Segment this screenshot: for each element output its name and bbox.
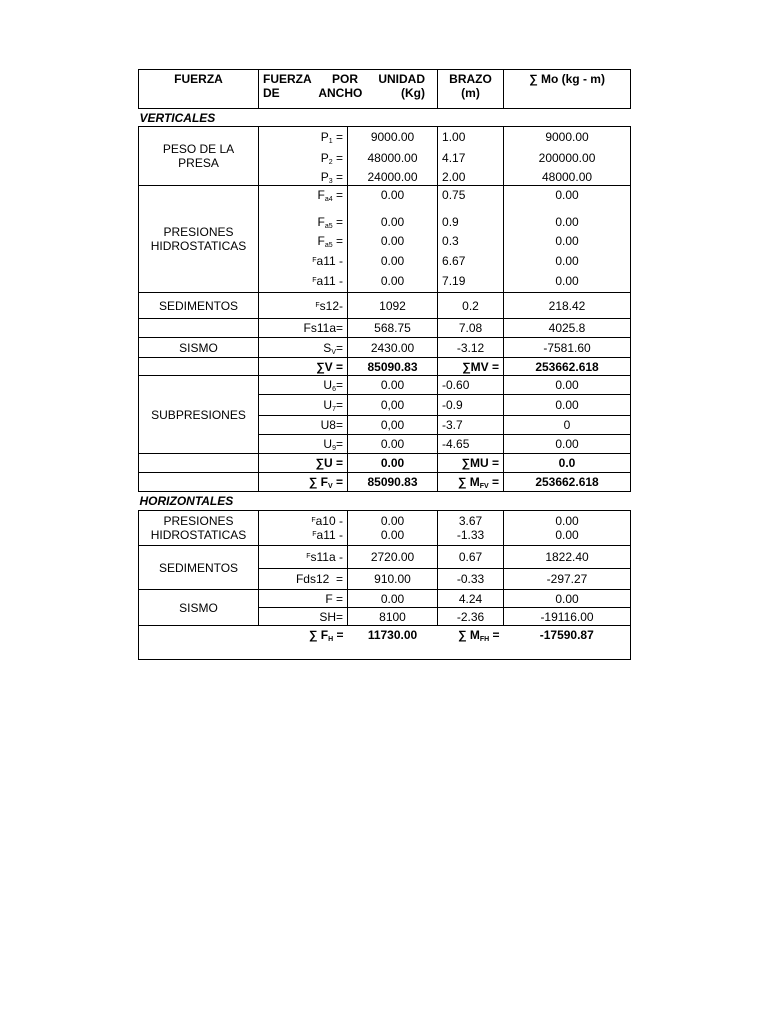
arm-cell: -0.60 (438, 376, 504, 395)
moment-value: 0.00 (555, 514, 579, 528)
force-table (138, 69, 631, 660)
sum-row-fh (139, 626, 631, 660)
moment-cell: 0.00 (504, 204, 631, 231)
symbol-cell: $U_9=$ (259, 435, 348, 454)
symbol-cell: $^F$a10 - $^F$a11 - (259, 511, 348, 546)
force-cell: 0,00 (348, 395, 438, 416)
symbol-cell: $P_1$ = (259, 127, 348, 147)
empty-cell (139, 454, 259, 473)
table-row (139, 376, 631, 395)
symbol-cell: $F_{a5}$ = (259, 204, 348, 231)
force-cell: 1092 (348, 293, 438, 319)
sum-row-u (139, 454, 631, 473)
table-row (139, 186, 631, 204)
empty-cell (139, 626, 259, 660)
header-brazo-line1: BRAZO (449, 72, 492, 86)
sum-moment-label: ∑MV = (438, 358, 504, 376)
force-cell: 0.00 (348, 251, 438, 271)
force-cell: 0.00 (348, 204, 438, 231)
symbol-cell: $P_2$ = (259, 147, 348, 169)
arm-cell: 1.00 (438, 127, 504, 147)
force-cell: 0.00 (348, 186, 438, 204)
moment-cell: 0 (504, 416, 631, 435)
section-row-horizontales (139, 492, 631, 511)
arm-cell: -3.12 (438, 338, 504, 358)
moment-cell: -297.27 (504, 569, 631, 590)
sum-moment-value: 253662.618 (504, 358, 631, 376)
sum-moment-label: ∑MU = (438, 454, 504, 473)
force-cell: 0.00 (348, 590, 438, 608)
moment-cell: -7581.60 (504, 338, 631, 358)
section-row-verticales (139, 109, 631, 127)
table-row (139, 127, 631, 147)
group-peso (139, 127, 259, 186)
symbol-cell: Fs11a= (259, 319, 348, 338)
group-label: PRESIONES (163, 225, 234, 239)
force-cell: 8100 (348, 608, 438, 626)
moment-cell: 0.00 (504, 376, 631, 395)
force-table-sheet (138, 69, 630, 660)
force-cell (348, 511, 438, 546)
sum-moment-label: ∑ $M_{FV}$ = (438, 473, 504, 492)
moment-cell: 200000.00 (504, 147, 631, 169)
header-fuerza-unidad (259, 70, 438, 109)
header-momento: ∑ Mo (kg - m) (504, 70, 631, 109)
arm-cell: 6.67 (438, 251, 504, 271)
symbol-cell: $U_6=$ (259, 376, 348, 395)
moment-cell: 0.00 (504, 251, 631, 271)
sum-label: ∑U = (259, 454, 348, 473)
header-row (139, 70, 631, 109)
force-cell: 910.00 (348, 569, 438, 590)
symbol-cell: $U_7=$ (259, 395, 348, 416)
table-row (139, 293, 631, 319)
arm-cell: 4.17 (438, 147, 504, 169)
moment-cell: 0.00 (504, 590, 631, 608)
symbol-cell: SH= (259, 608, 348, 626)
group-subpresiones: SUBPRESIONES (139, 376, 259, 454)
table-row (139, 338, 631, 358)
sum-label: ∑ $F_V$ = (259, 473, 348, 492)
symbol-cell: $F_{a5}$ = (259, 231, 348, 251)
sum-value: 0.00 (348, 454, 438, 473)
force-value: 0.00 (380, 528, 405, 542)
moment-cell: 0.00 (504, 395, 631, 416)
force-cell: 48000.00 (348, 147, 438, 169)
force-cell: 568.75 (348, 319, 438, 338)
symbol-cell: Fds12 = (259, 569, 348, 590)
group-sismo-h: SISMO (139, 590, 259, 626)
group-label: PRESA (178, 156, 219, 170)
group-label: HIDROSTATICAS (150, 528, 247, 542)
section-horizontales: HORIZONTALES (139, 494, 234, 508)
moment-cell: 0.00 (504, 186, 631, 204)
arm-cell: -0.33 (438, 569, 504, 590)
arm-cell: 0.75 (438, 186, 504, 204)
force-cell: 2720.00 (348, 546, 438, 569)
group-presiones-h (139, 511, 259, 546)
force-cell: 0.00 (348, 435, 438, 454)
table-row (139, 590, 631, 608)
arm-cell: 0.2 (438, 293, 504, 319)
group-presiones-v (139, 186, 259, 293)
group-label: HIDROSTATICAS (150, 239, 247, 253)
sum-label: ∑V = (259, 358, 348, 376)
moment-cell: 1822.40 (504, 546, 631, 569)
group-label: PRESIONES (163, 514, 234, 528)
section-verticales: VERTICALES (139, 110, 216, 125)
arm-cell (438, 511, 504, 546)
symbol-cell: $F_{a4}$ = (259, 186, 348, 204)
empty-cell (139, 473, 259, 492)
arm-cell: 0.3 (438, 231, 504, 251)
force-cell: 9000.00 (348, 127, 438, 147)
symbol-cell: $^F$s12- (259, 293, 348, 319)
force-cell: 0.00 (348, 231, 438, 251)
empty-cell (139, 319, 259, 338)
arm-cell: 0.67 (438, 546, 504, 569)
moment-cell: 0.00 (504, 435, 631, 454)
arm-value: 3.67 (458, 514, 483, 528)
header-word: (Kg) (401, 86, 426, 100)
arm-cell: -2.36 (438, 608, 504, 626)
group-label: PESO DE LA (162, 142, 235, 156)
moment-cell: 48000.00 (504, 169, 631, 186)
group-sismo-v: SISMO (139, 338, 259, 358)
header-word: DE (263, 86, 280, 100)
moment-cell: 0.00 (504, 271, 631, 293)
symbol-cell: $^F$s11a - (259, 546, 348, 569)
header-word: FUERZA (263, 72, 312, 86)
symbol-cell: U8= (259, 416, 348, 435)
sum-row-v (139, 358, 631, 376)
arm-value: -1.33 (456, 528, 485, 542)
sum-moment-label: ∑ $M_{FH}$ = (438, 626, 504, 660)
arm-cell: 0.9 (438, 204, 504, 231)
moment-cell: -19116.00 (504, 608, 631, 626)
table-row (139, 319, 631, 338)
header-word: ANCHO (318, 86, 363, 100)
header-fuerza: FUERZA (139, 70, 259, 109)
header-word: POR (332, 72, 359, 86)
symbol-cell: $^F$a11 - (259, 251, 348, 271)
arm-cell: -4.65 (438, 435, 504, 454)
symbol-cell: $^F$a11 - (259, 271, 348, 293)
moment-value: 0.00 (555, 528, 579, 542)
sum-value: 11730.00 (348, 626, 438, 660)
moment-cell: 218.42 (504, 293, 631, 319)
header-brazo-line2: (m) (461, 86, 480, 100)
moment-cell: 0.00 (504, 231, 631, 251)
symbol-cell: $P_3$ = (259, 169, 348, 186)
symbol-cell: $S_V=$ (259, 338, 348, 358)
force-value: 0.00 (380, 514, 405, 528)
sum-moment-value: 0.0 (504, 454, 631, 473)
moment-cell: 9000.00 (504, 127, 631, 147)
sum-moment-value: -17590.87 (504, 626, 631, 660)
group-sedimentos-v: SEDIMENTOS (139, 293, 259, 319)
arm-cell: -3.7 (438, 416, 504, 435)
sum-label: ∑ $F_H$ = (259, 626, 348, 660)
table-row (139, 511, 631, 546)
sum-value: 85090.83 (348, 358, 438, 376)
force-cell: 0.00 (348, 271, 438, 293)
arm-cell: 7.08 (438, 319, 504, 338)
sum-row-fv (139, 473, 631, 492)
table-row (139, 546, 631, 569)
header-brazo (438, 70, 504, 109)
arm-cell: -0.9 (438, 395, 504, 416)
force-cell: 2430.00 (348, 338, 438, 358)
header-word: UNIDAD (378, 72, 426, 86)
moment-cell: 4025.8 (504, 319, 631, 338)
arm-cell: 2.00 (438, 169, 504, 186)
arm-cell: 4.24 (438, 590, 504, 608)
force-cell: 0.00 (348, 376, 438, 395)
symbol-cell: F = (259, 590, 348, 608)
empty-cell (139, 358, 259, 376)
force-cell: 0,00 (348, 416, 438, 435)
moment-cell (504, 511, 631, 546)
force-cell: 24000.00 (348, 169, 438, 186)
group-sedimentos-h: SEDIMENTOS (139, 546, 259, 590)
sum-value: 85090.83 (348, 473, 438, 492)
arm-cell: 7.19 (438, 271, 504, 293)
sum-moment-value: 253662.618 (504, 473, 631, 492)
